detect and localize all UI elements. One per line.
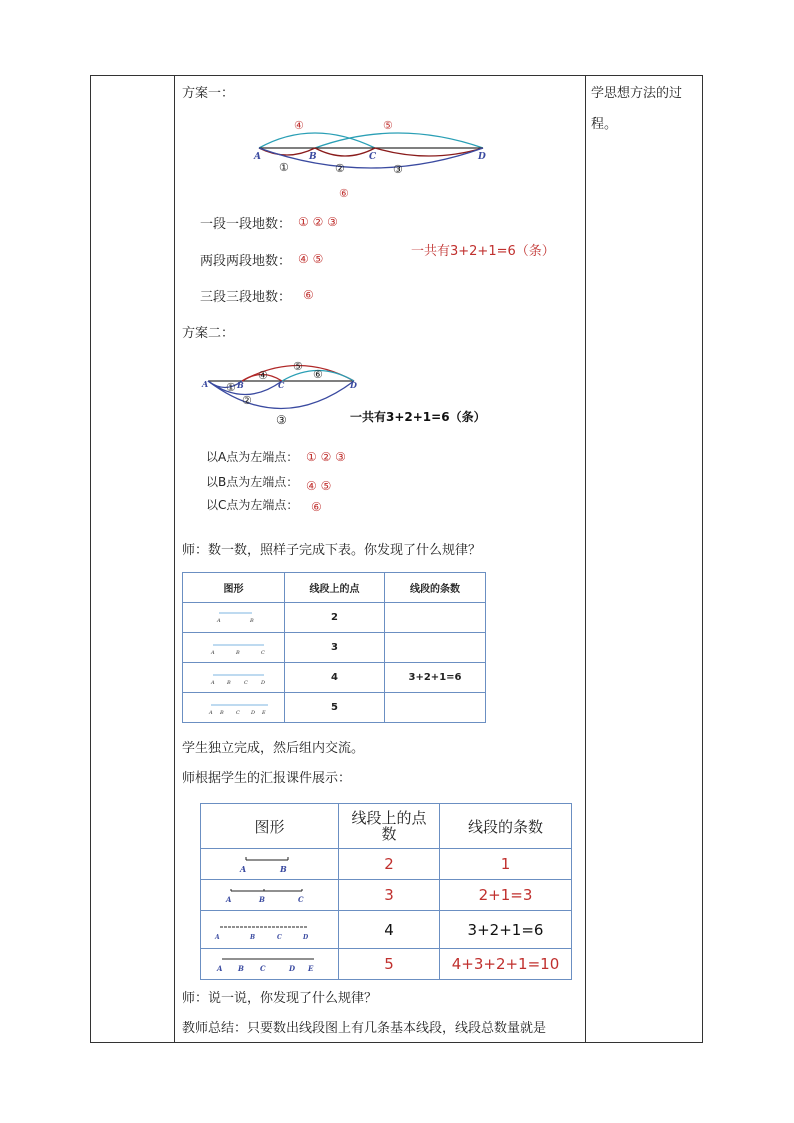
t1-points: 2 bbox=[285, 603, 385, 633]
point-A: A bbox=[254, 152, 261, 162]
t1-count[interactable] bbox=[385, 633, 486, 663]
t1-count: 3+2+1=6 bbox=[385, 663, 486, 693]
svg-text:D: D bbox=[288, 964, 295, 973]
svg-text:E: E bbox=[261, 710, 266, 715]
t1-header-figure: 图形 bbox=[183, 573, 285, 603]
t2-figure-cell bbox=[201, 880, 339, 911]
t1-count[interactable] bbox=[385, 693, 486, 723]
label-4: ④ bbox=[258, 369, 268, 382]
svg-text:B: B bbox=[279, 864, 287, 874]
mini-segment-2pt bbox=[194, 607, 274, 625]
svg-text:A: A bbox=[239, 864, 246, 874]
plan1-row2-label: 两段两段地数： bbox=[200, 254, 292, 269]
t2-count: 4+3+2+1=10 bbox=[440, 949, 572, 980]
label-3: ③ bbox=[393, 163, 403, 176]
segment-3pt bbox=[202, 880, 338, 906]
svg-text:B: B bbox=[237, 964, 244, 973]
arc-3 bbox=[375, 148, 483, 156]
t2-points: 2 bbox=[339, 849, 440, 880]
plan1-total: 一共有3+2+1=6（条） bbox=[411, 244, 555, 259]
svg-text:A: A bbox=[225, 895, 231, 904]
table-row bbox=[183, 603, 486, 633]
table-row bbox=[201, 849, 572, 880]
svg-text:A: A bbox=[208, 710, 213, 715]
svg-text:B: B bbox=[249, 933, 255, 941]
teacher-summary: 教师总结：只要数出线段图上有几条基本线段，线段总数量就是 bbox=[182, 1021, 547, 1036]
point-D: D bbox=[350, 380, 357, 390]
plan1-heading: 方案一： bbox=[182, 86, 235, 101]
plan2-rowC-label: 以C点为左端点： bbox=[206, 498, 299, 512]
plan1-row3-label: 三段三段地数： bbox=[200, 290, 292, 305]
segment-4pt bbox=[202, 913, 338, 943]
svg-text:D: D bbox=[250, 710, 255, 715]
teacher-note: 师根据学生的汇报课件展示： bbox=[182, 771, 352, 786]
t1-points: 3 bbox=[285, 633, 385, 663]
point-C: C bbox=[278, 380, 285, 390]
point-A: A bbox=[202, 379, 209, 389]
table-row bbox=[183, 633, 486, 663]
svg-text:B: B bbox=[235, 650, 240, 655]
svg-text:B: B bbox=[258, 895, 265, 904]
plan2-rowA-marks: ① ② ③ bbox=[306, 450, 346, 464]
svg-text:D: D bbox=[302, 933, 308, 941]
svg-text:B: B bbox=[219, 710, 224, 715]
label-4: ④ bbox=[294, 119, 304, 132]
svg-text:C: C bbox=[259, 964, 266, 973]
plan2-rowA-label: 以A点为左端点： bbox=[206, 450, 299, 464]
t2-count: 1 bbox=[440, 849, 572, 880]
svg-text:B: B bbox=[249, 618, 254, 624]
plan2-total: 一共有3+2+1=6（条） bbox=[350, 410, 486, 424]
table-row bbox=[201, 949, 572, 980]
svg-text:A: A bbox=[216, 964, 222, 973]
column-divider-2 bbox=[585, 75, 586, 1043]
plan1-diagram bbox=[245, 112, 505, 204]
svg-text:A: A bbox=[216, 618, 221, 624]
t1-figure-cell bbox=[183, 693, 285, 723]
right-col-line2: 程。 bbox=[591, 117, 618, 132]
point-D: D bbox=[478, 152, 486, 162]
column-divider-1 bbox=[174, 75, 175, 1043]
svg-text:A: A bbox=[210, 680, 215, 685]
summary-table bbox=[200, 803, 572, 980]
t2-points: 4 bbox=[339, 911, 440, 949]
label-1: ① bbox=[279, 161, 289, 174]
svg-text:C: C bbox=[276, 933, 282, 941]
plan2-rowB-marks: ④ ⑤ bbox=[306, 479, 332, 493]
table-row bbox=[183, 663, 486, 693]
svg-text:E: E bbox=[307, 964, 313, 973]
t1-header-points: 线段上的点 bbox=[285, 573, 385, 603]
point-B: B bbox=[237, 380, 244, 390]
plan2-heading: 方案二： bbox=[182, 326, 235, 341]
svg-text:C: C bbox=[243, 680, 248, 685]
label-5: ⑤ bbox=[293, 360, 303, 373]
t2-figure-cell bbox=[201, 949, 339, 980]
plan1-row2-marks: ④ ⑤ bbox=[298, 252, 324, 266]
mini-segment-5pt bbox=[194, 697, 274, 715]
practice-table bbox=[182, 572, 486, 723]
t2-count: 3+2+1=6 bbox=[440, 911, 572, 949]
table-row bbox=[201, 911, 572, 949]
label-2: ② bbox=[335, 162, 345, 175]
t1-points: 4 bbox=[285, 663, 385, 693]
svg-text:C: C bbox=[297, 895, 304, 904]
label-2: ② bbox=[242, 394, 252, 407]
segment-5pt bbox=[202, 949, 338, 975]
arc-2 bbox=[208, 381, 282, 395]
teacher-prompt-1: 师：数一数，照样子完成下表。你发现了什么规律？ bbox=[182, 543, 482, 558]
t2-header-figure: 图形 bbox=[201, 804, 339, 849]
mini-segment-3pt bbox=[194, 637, 274, 655]
t2-figure-cell bbox=[201, 911, 339, 949]
t2-header-points: 线段上的点数 bbox=[339, 804, 440, 849]
svg-text:A: A bbox=[214, 933, 220, 941]
t1-points: 5 bbox=[285, 693, 385, 723]
right-col-line1: 学思想方法的过 bbox=[591, 86, 683, 101]
label-3: ③ bbox=[276, 413, 287, 427]
t2-figure-cell bbox=[201, 849, 339, 880]
svg-text:D: D bbox=[260, 680, 265, 685]
segment-2pt bbox=[202, 849, 338, 875]
t2-points: 5 bbox=[339, 949, 440, 980]
point-B: B bbox=[309, 152, 317, 162]
plan1-row1-label: 一段一段地数： bbox=[200, 217, 292, 232]
plan2-rowC-marks: ⑥ bbox=[311, 500, 322, 514]
t1-figure-cell bbox=[183, 603, 285, 633]
label-6: ⑥ bbox=[339, 187, 349, 200]
svg-text:A: A bbox=[210, 650, 215, 655]
t1-figure-cell bbox=[183, 663, 285, 693]
svg-text:C: C bbox=[260, 650, 265, 655]
point-C: C bbox=[369, 152, 377, 162]
t2-header-count: 线段的条数 bbox=[440, 804, 572, 849]
table-row bbox=[183, 693, 486, 723]
student-note: 学生独立完成，然后组内交流。 bbox=[182, 741, 365, 756]
t1-header-count: 线段的条数 bbox=[385, 573, 486, 603]
plan1-row3-marks: ⑥ bbox=[303, 288, 314, 302]
arc-4 bbox=[259, 133, 375, 148]
label-5: ⑤ bbox=[383, 119, 393, 132]
teacher-prompt-2: 师：说一说，你发现了什么规律？ bbox=[182, 991, 378, 1006]
plan1-row1-marks: ① ② ③ bbox=[298, 215, 338, 229]
svg-text:C: C bbox=[235, 710, 240, 715]
arc-2 bbox=[315, 148, 375, 156]
t1-figure-cell bbox=[183, 633, 285, 663]
mini-segment-4pt bbox=[194, 667, 274, 685]
t2-points: 3 bbox=[339, 880, 440, 911]
plan2-rowB-label: 以B点为左端点： bbox=[206, 475, 299, 489]
table-row bbox=[201, 880, 572, 911]
t2-count: 2+1=3 bbox=[440, 880, 572, 911]
plan2-diagram bbox=[198, 350, 368, 430]
label-6: ⑥ bbox=[313, 368, 323, 381]
t1-count[interactable] bbox=[385, 603, 486, 633]
svg-text:B: B bbox=[226, 680, 231, 685]
label-1: ① bbox=[226, 381, 236, 394]
